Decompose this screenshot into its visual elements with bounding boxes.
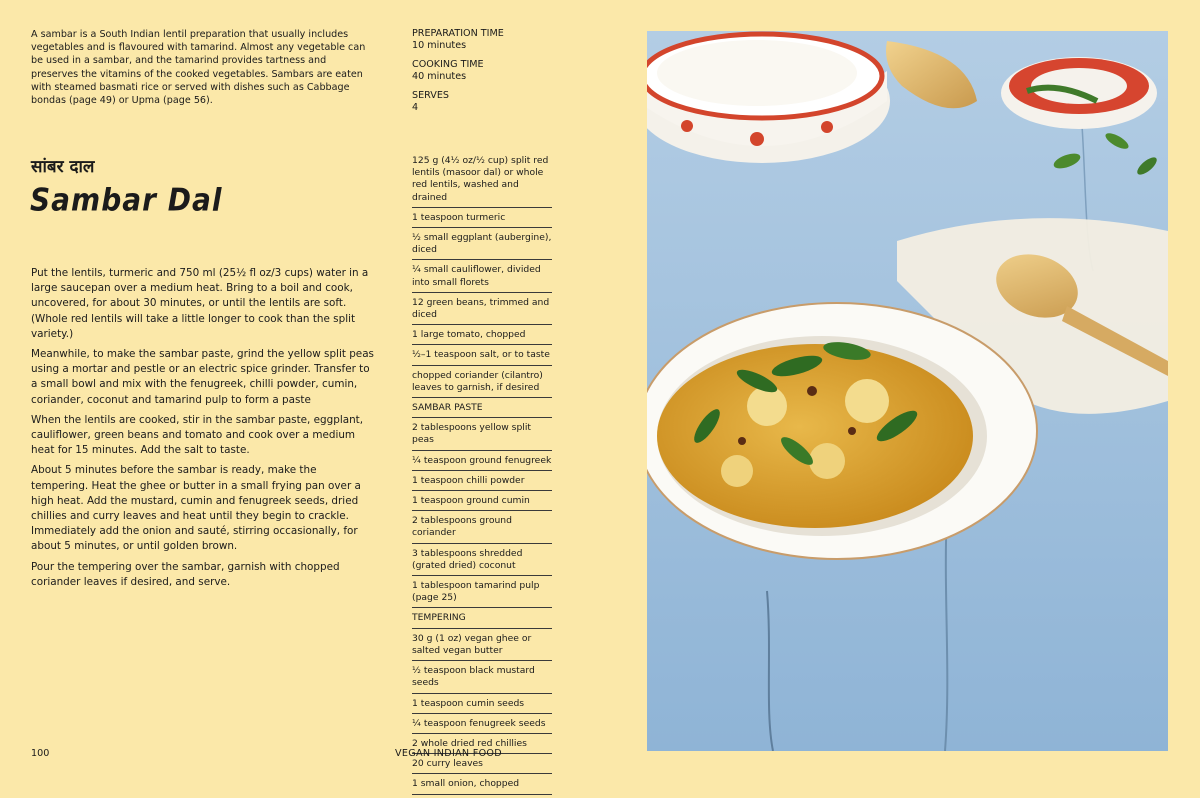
method-step: Put the lentils, turmeric and 750 ml (25½ fl oz/3 cups) water in a large saucepan over a medium heat. Bring to a boil and cook, uncovered, for about 30 minutes, or until the lentils are soft. (Whole red lentils will take a little longer to cook than the split variety.) [31,267,369,340]
serves-value: 4 [412,102,419,113]
ingredient-item: 1 small onion, chopped [412,777,552,794]
prep-time-label: PREPARATION TIME [412,28,504,39]
ingredient-item: 125 g (4½ oz/½ cup) split red lentils (masoor dal) or whole red lentils, washed and drained [412,154,552,208]
ingredient-item: 1 large tomato, chopped [412,328,552,345]
ingredient-item: 1 tablespoon tamarind pulp (page 25) [412,579,552,608]
page-number: 100 [31,748,50,759]
serves-label: SERVES [412,90,450,101]
ingredient-item: 1 teaspoon turmeric [412,211,552,228]
ingredient-item: 2 whole dried red chillies [412,737,552,754]
ingredient-section-heading: TEMPERING [412,611,552,628]
book-title: VEGAN INDIAN FOOD [395,748,502,759]
ingredient-item: 2 tablespoons yellow split peas [412,421,552,450]
method-step: Meanwhile, to make the sambar paste, grind the yellow split peas using a mortar and pestle or an electric spice grinder. Transfer to a small bowl and mix with the fenugreek, chilli powder, cumin, coriander, coconut and tamarind pulp to form a paste [31,348,374,406]
ingredient-item: 12 green beans, trimmed and diced [412,296,552,325]
recipe-meta [412,28,562,121]
ingredient-item: ½ teaspoon black mustard seeds [412,664,552,693]
ingredient-item: 1 teaspoon ground cumin [412,494,552,511]
ingredient-item: chopped coriander (cilantro) leaves to garnish, if desired [412,369,552,398]
serves [412,90,562,114]
cook-time-value: 40 minutes [412,71,467,82]
ingredient-item: ½ small eggplant (aubergine), diced [412,231,552,260]
method-step: About 5 minutes before the sambar is ready, make the tempering. Heat the ghee or butter in a small frying pan over a high heat. Add the mustard, cumin and fenugreek seeds, dried chillies and curry leaves and heat until they begin to crackle. Immediately add the onion and sauté, stirring occasionally, for about 5 minutes, or until golden brown. [31,464,361,553]
ingredient-item: ½–1 teaspoon salt, or to taste [412,348,552,365]
method-step: When the lentils are cooked, stir in the sambar paste, eggplant, cauliflower, green beans and tomato and cook over a medium heat for 15 minutes. Add the salt to taste. [31,413,364,457]
prep-time-value: 10 minutes [412,40,467,51]
method [31,266,376,595]
cook-time-label: COOKING TIME [412,59,484,70]
ingredient-item: ¼ teaspoon ground fenugreek [412,454,552,471]
method-step: Pour the tempering over the sambar, garnish with chopped coriander leaves if desired, and serve. [31,560,340,588]
ingredient-list [412,154,552,798]
intro-paragraph: A sambar is a South Indian lentil preparation that usually includes vegetables and is flavoured with tamarind. Almost any vegetable can be used in a sambar, and the tamarind provides tartness and preserves the vitamins of the cooked vegetables. Sambars are eaten with steamed basmati rice or served with dishes such as Cabbage bondas (page 49) or Upma (page 56). [31,29,366,107]
ingredient-section-heading: SAMBAR PASTE [412,401,552,418]
recipe-title: Sambar Dal [30,182,223,219]
ingredient-item: 1 teaspoon chilli powder [412,474,552,491]
ingredient-item: ¼ small cauliflower, divided into small florets [412,263,552,292]
ingredient-item: 30 g (1 oz) vegan ghee or salted vegan butter [412,632,552,661]
ingredient-item: 1 teaspoon cumin seeds [412,697,552,714]
hindi-title: सांबर दाल [31,157,95,177]
prep-time [412,28,562,52]
cook-time [412,59,562,83]
ingredient-item: 3 tablespoons shredded (grated dried) coconut [412,547,552,576]
ingredient-item: 2 tablespoons ground coriander [412,514,552,543]
ingredient-item: 20 curry leaves [412,757,552,774]
sambar-dal-photo [647,31,1168,751]
ingredient-item: ¼ teaspoon fenugreek seeds [412,717,552,734]
